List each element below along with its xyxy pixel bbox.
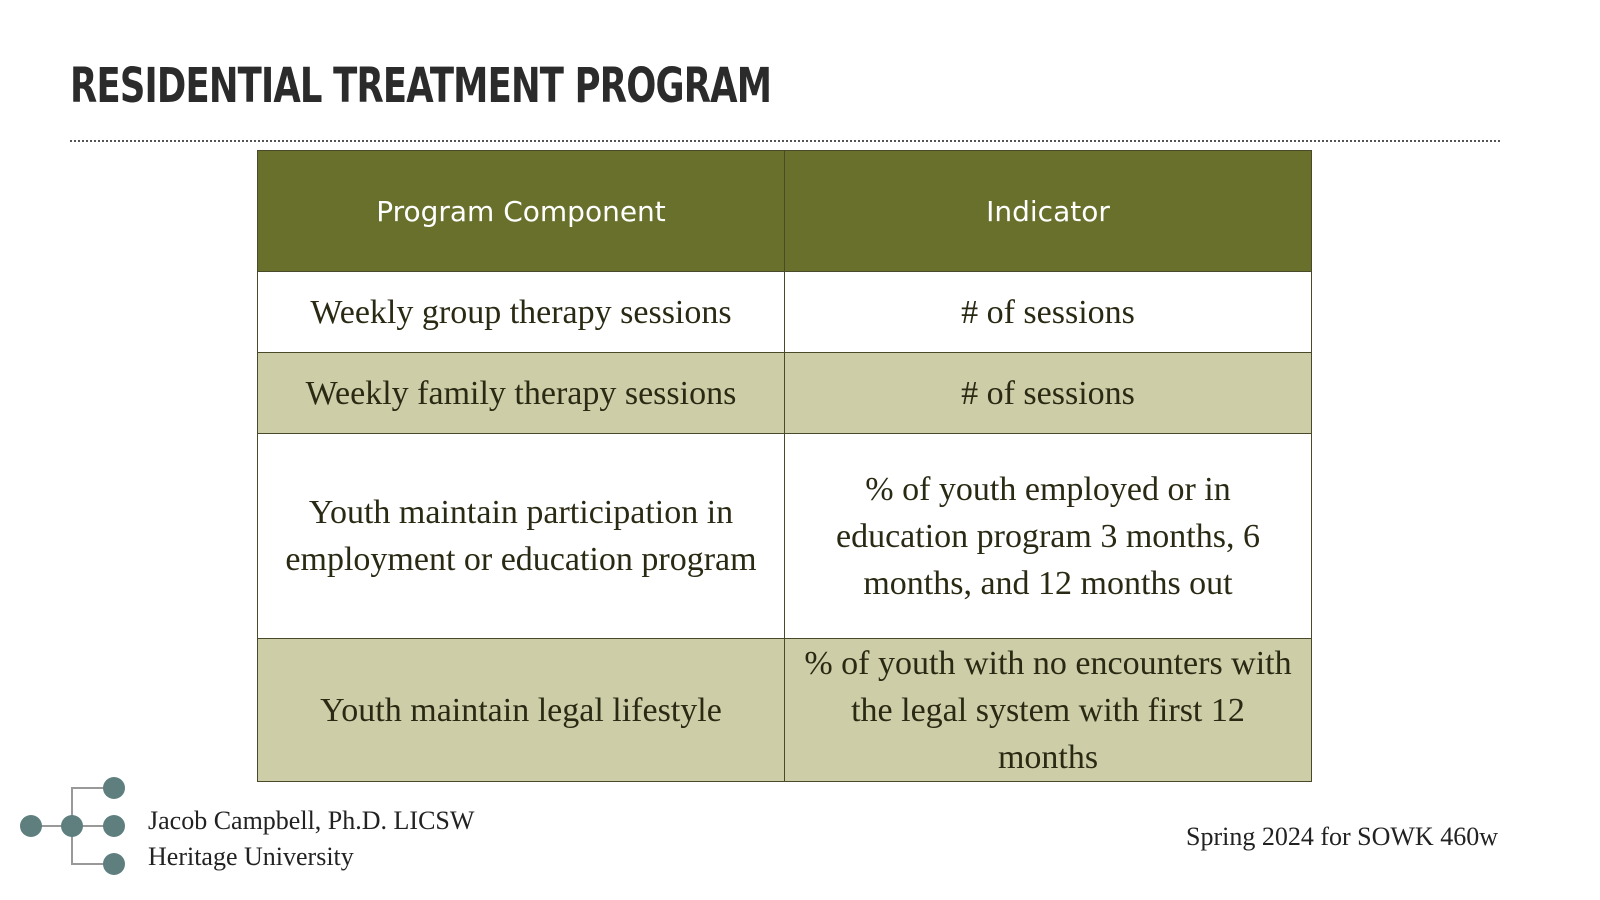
- component-cell: Weekly group therapy sessions: [258, 272, 785, 353]
- course-label: Spring 2024 for SOWK 460w: [1186, 822, 1498, 851]
- header-program-component: Program Component: [258, 151, 785, 272]
- author-block: [148, 803, 474, 875]
- indicator-cell: % of youth employed or in education program 3 months, 6 months, and 12 months out: [785, 434, 1312, 639]
- table-header-row: [258, 151, 1312, 272]
- table-row: [258, 272, 1312, 353]
- indicator-cell: % of youth with no encounters with the legal system with first 12 months: [785, 639, 1312, 782]
- divider: [70, 140, 1500, 142]
- table-row: [258, 434, 1312, 639]
- slide-title: RESIDENTIAL TREATMENT PROGRAM: [70, 58, 772, 114]
- indicator-cell: # of sessions: [785, 353, 1312, 434]
- component-cell: Youth maintain legal lifestyle: [258, 639, 785, 782]
- indicator-cell: # of sessions: [785, 272, 1312, 353]
- table-row: [258, 639, 1312, 782]
- network-logo-icon: [16, 772, 131, 882]
- component-cell: Weekly family therapy sessions: [258, 353, 785, 434]
- author-name: Jacob Campbell, Ph.D. LICSW: [148, 806, 475, 835]
- institution: Heritage University: [148, 842, 354, 871]
- table-row: [258, 353, 1312, 434]
- header-indicator: Indicator: [785, 151, 1312, 272]
- program-table: [257, 150, 1312, 782]
- component-cell: Youth maintain participation in employment or education program: [258, 434, 785, 639]
